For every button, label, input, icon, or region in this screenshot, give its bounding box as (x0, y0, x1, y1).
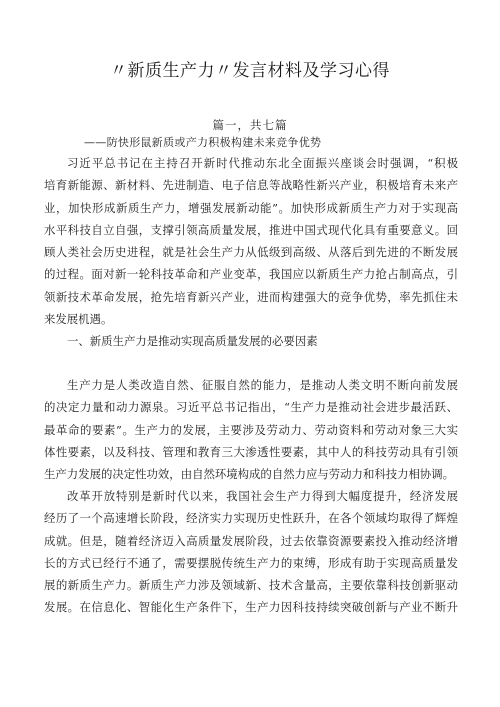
paragraph-section-one-heading (44, 330, 458, 352)
paragraph-line: 生产力是人类改造自然、征服自然的能力，是推动人类文明不断向前发展 (67, 378, 458, 392)
section-one-heading: 一、新质生产力是推动实现高质量发展的必要因素 (67, 334, 318, 348)
paragraph-line: 的决定力量和动力源泉。习近平总书记指出，“生产力是推动社会进步最活跃、 (44, 400, 458, 415)
paragraph-line: 成就。但是，随着经济迈入高质量发展阶段，过去依靠资源要素投入推动经济增 (44, 533, 458, 548)
paragraph-line: 展的新质生产力。新质生产力涉及领域新、技术含量高，主要依靠科技创新驱动 (44, 578, 458, 593)
paragraph-intro (44, 152, 458, 330)
paragraph-line: 业，加快形成新质生产力，增强发展新动能”。加快形成新质生产力对于实现高 (44, 200, 458, 215)
paragraph-reform (44, 485, 458, 619)
paragraph-line: 发展。在信息化、智能化生产条件下，生产力因科技持续突破创新与产业不断升 (44, 600, 458, 615)
paragraph-line: 领新技术革命发展，抢先培育新兴产业，进而构建强大的竞争优势，率先抓住未 (44, 289, 458, 304)
section-heading: 篇一，共七篇 (212, 118, 288, 132)
document-title: 〃新质生产力〃发言材料及学习心得 (110, 61, 390, 81)
paragraph-line: 改革开放特别是新时代以来，我国社会生产力得到大幅度提升，经济发展 (67, 489, 458, 503)
paragraph-line: 习近平总书记在主持召开新时代推动东北全面振兴座谈会时强调，“积极 (67, 156, 458, 170)
paragraph-line: 培育新能源、新材料、先进制造、电子信息等战略性新兴产业，积极培育未来产 (44, 178, 458, 193)
paragraph-line: 水平科技自立自强，支撑引领高质量发展，推进中国式现代化具有重要意义。回 (44, 222, 458, 237)
paragraph-productivity (44, 374, 458, 485)
paragraph-line: 的过程。面对新一轮科技革命和产业变革，我国应以新质生产力抢占制高点，引 (44, 267, 458, 282)
paragraph-line: 体性要素，以及科技、管理和教育三大渗透性要素，其中人的科技劳动具有引领 (44, 444, 458, 459)
paragraph-line: 长的方式已经行不通了，需要摆脱传统生产力的束缚，形成有助于实现高质量发 (44, 555, 458, 570)
paragraph-line: 顾人类社会历史进程，就是社会生产力从低级到高级、从落后到先进的不断发展 (44, 245, 458, 260)
paragraph-line: 经历了一个高速增长阶段，经济实力实现历史性跃升，在各个领域均取得了辉煌 (44, 511, 458, 526)
paragraph-line: 生产力发展的决定性功效，由自然环境构成的自然力应与劳动力和科技力相协调。 (44, 467, 455, 482)
paragraph-line: 最革命的要素”。生产力的发展，主要涉及劳动力、劳动资料和劳动对象三大实 (44, 422, 458, 437)
document-subtitle: ——防快形鼠新质或产力积极构建未来竞争优势 (84, 136, 322, 149)
paragraph-line: 来发展机遇。 (44, 312, 113, 327)
